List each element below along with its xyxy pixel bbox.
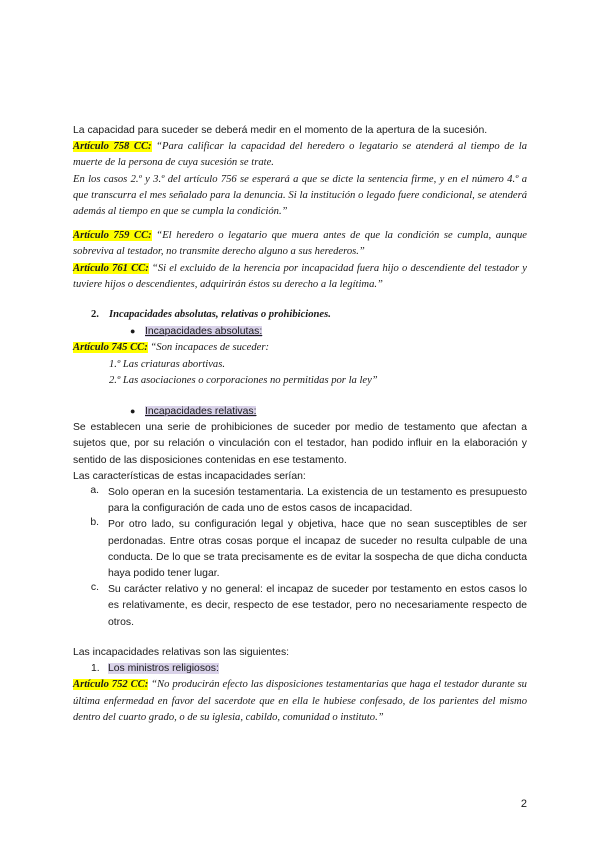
bullet-relative (73, 403, 527, 420)
article-745-item-2: 2.º Las asociaciones o corporaciones no permitidas por la ley” (109, 374, 378, 386)
article-759-text: “El heredero o legatario que muera antes de que la condición se cumpla, aunque sobreviva al testador, no transmite derecho alguno a sus herederos.” (73, 230, 527, 258)
article-752-label: Artículo 752 CC: (73, 679, 149, 691)
relative-list-intro: Las incapacidades relativas son las siguientes: (73, 646, 290, 658)
article-758-continued: En los casos 2.º y 3.º del artículo 756 se esperará a que se dicte la sentencia firme, y en el número 4.º a que transcurra el mes señalado para la denuncia. Si la institución o legado fuere condicional, se atenderá además al tiempo en que se cumpla la condición.” (73, 173, 527, 218)
article-752 (73, 677, 527, 726)
list-item (73, 485, 527, 517)
list-item-label: a. (90, 485, 99, 497)
ministers-label: Los ministros religiosos: (108, 663, 219, 675)
article-759 (73, 228, 527, 260)
section-number: 2. (91, 309, 99, 321)
article-752-text: “No producirán efecto las disposiciones testamentarias que haga el testador durante su última enfermedad en favor del sacerdote que en ella le hubiese confesado, de los parientes del mismo dentro del cuarto grado, o de su iglesia, cabildo, comunidad o instituto.” (73, 679, 527, 723)
absolute-label: Incapacidades absolutas: (145, 326, 263, 338)
list-item (73, 517, 527, 582)
article-758-label: Artículo 758 CC: (73, 141, 152, 153)
article-761-label: Artículo 761 CC: (73, 262, 149, 274)
list-item-text: Por otro lado, su configuración legal y objetiva, hace que no sean susceptibles de ser perdonadas. Entre otras cosas porque el incapaz de suceder no resulta culpable de una conducta. De lo que se trata precisamente es de evitar la sospecha de que dicha conducta haya podido tener lugar. (108, 519, 527, 580)
list-item-label: b. (90, 517, 99, 529)
article-759-label: Artículo 759 CC: (73, 230, 152, 242)
relative-intro: Se establecen una serie de prohibiciones de suceder por medio de testamento que afectan a sujetos que, por su relación o vinculación con el testador, han podido influir en la elaboración y sentido de las disposiciones contenidas en ese testamento. (73, 422, 527, 466)
article-745-text: “Son incapaces de suceder: (147, 342, 269, 354)
numbered-item-ministers (73, 661, 527, 677)
page-number: 2 (520, 798, 527, 810)
bullet-absolute (73, 323, 527, 340)
list-item-text: Solo operan en la sucesión testamentaria. La existencia de un testamento es presupuesto para la configuración de cada uno de estos casos de incapacidad. (108, 487, 527, 515)
article-745 (73, 340, 527, 356)
article-758 (73, 139, 527, 171)
list-item-label: c. (90, 582, 99, 594)
article-745-item-1: 1.º Las criaturas abortivas. (109, 358, 226, 370)
document-page (73, 123, 527, 726)
paragraph-capacity: La capacidad para suceder se deberá medir en el momento de la apertura de la sucesión. (73, 125, 488, 136)
relative-label: Incapacidades relativas: (145, 406, 257, 418)
section-heading-2 (73, 307, 527, 323)
numbered-item-label: 1. (91, 663, 100, 675)
characteristics-intro: Las características de estas incapacidades serían: (73, 470, 306, 482)
section-title: Incapacidades absolutas, relativas o prohibiciones. (109, 309, 331, 321)
article-761-text: “Si el excluido de la herencia por incapacidad fuera hijo o descendiente del testador y tuviere hijos o descendientes, adquirirán éstos su derecho a la legítima.” (73, 262, 527, 290)
article-761 (73, 261, 527, 293)
bullet-icon: ● (130, 326, 136, 337)
bullet-icon: ● (130, 406, 136, 417)
list-item-text: Su carácter relativo y no general: el incapaz de suceder por testamento en estos casos lo es relativamente, es decir, respecto de ese testador, pero no necesariamente respecto de otros. (108, 584, 527, 628)
list-item (73, 582, 527, 631)
article-758-text: “Para calificar la capacidad del heredero o legatario se atenderá al tiempo de la muerte de la persona de cuya sucesión se trate. (73, 141, 527, 169)
article-745-label: Artículo 745 CC: (73, 342, 148, 354)
